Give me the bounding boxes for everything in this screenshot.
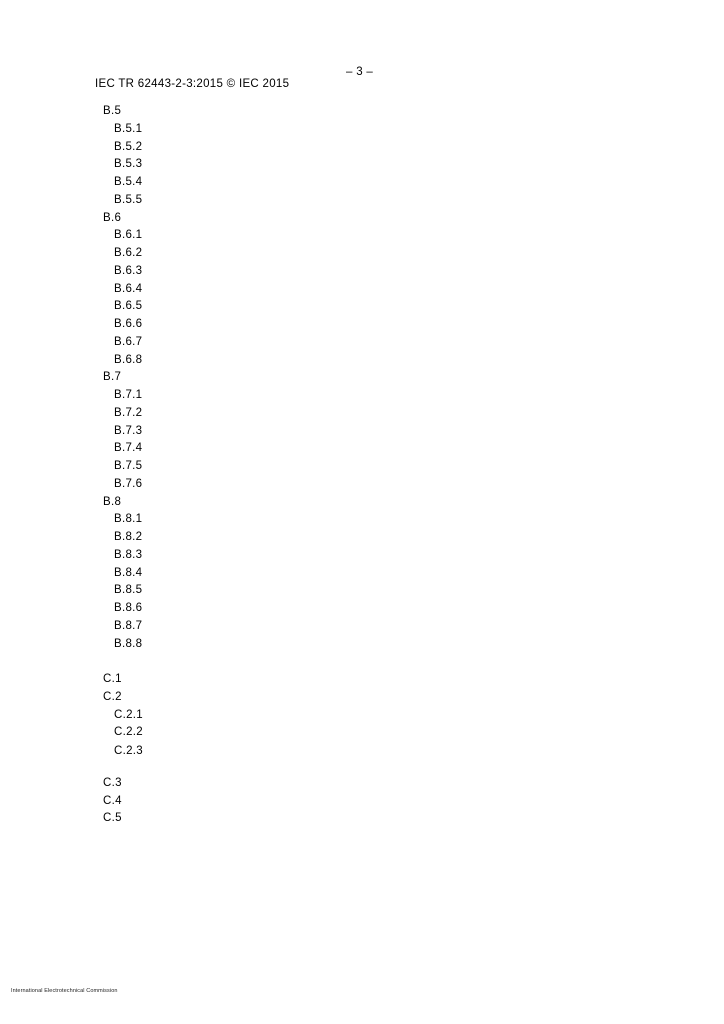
- document-reference: IEC TR 62443-2-3:2015 © IEC 2015: [95, 78, 290, 90]
- toc-entry-number: B.6.7: [114, 335, 143, 348]
- toc-entry-number: B.5.1: [114, 122, 143, 135]
- toc-entry-number: B.8.5: [114, 584, 143, 597]
- toc-entry-number: B.8.3: [114, 548, 143, 561]
- footer-organization: International Electrotechnical Commission: [11, 988, 118, 994]
- toc-entry-number: B.6.2: [114, 247, 143, 259]
- toc-entry-number: B.7.1: [114, 389, 143, 401]
- page-number: – 3 –: [346, 66, 374, 78]
- toc-entry-number: C.2.2: [114, 726, 143, 739]
- toc-entry-number: B.7.2: [114, 406, 143, 419]
- toc-entry-number: C.2: [103, 690, 122, 703]
- toc-entry-number: B.5.4: [114, 176, 143, 188]
- toc-entry-number: B.8.8: [114, 637, 143, 650]
- toc-entry-number: B.7.5: [114, 460, 143, 472]
- toc-entry-number: B.7.4: [114, 442, 143, 455]
- toc-entry-number: B.6.3: [114, 264, 143, 277]
- toc-entry-number: B.6.8: [114, 353, 143, 366]
- toc-entry-number: B.8: [103, 495, 122, 508]
- toc-entry-number: C.1: [103, 673, 122, 685]
- toc-entry-number: B.8.7: [114, 619, 143, 632]
- toc-entry-number: B.8.1: [114, 513, 143, 526]
- toc-entry-number: B.6.4: [114, 282, 143, 295]
- toc-entry-number: B.8.6: [114, 602, 143, 614]
- toc-entry-number: B.8.2: [114, 531, 143, 543]
- toc-entry-number: B.5.5: [114, 193, 143, 206]
- toc-entry-number: B.6.6: [114, 318, 143, 330]
- toc-entry-number: B.6.1: [114, 229, 143, 242]
- toc-entry-number: B.7: [103, 371, 122, 384]
- toc-entry-number: B.7.6: [114, 477, 143, 490]
- toc-entry-number: B.8.4: [114, 566, 143, 579]
- toc-entry-number: B.7.3: [114, 424, 143, 437]
- toc-entry-number: B.5: [103, 105, 122, 117]
- toc-entry-number: C.4: [103, 794, 122, 807]
- toc-entry-number: C.2.3: [114, 745, 143, 757]
- toc-entry-number: C.2.1: [114, 708, 143, 721]
- toc-entry-number: B.5.3: [114, 158, 143, 171]
- page-header: [88, 66, 374, 102]
- toc-entry-number: C.3: [103, 776, 122, 789]
- toc-entry-number: B.6: [103, 211, 122, 224]
- toc-entry-number: B.5.2: [114, 140, 143, 153]
- toc-entry-number: C.5: [103, 812, 122, 825]
- toc-entry-number: B.6.5: [114, 300, 143, 313]
